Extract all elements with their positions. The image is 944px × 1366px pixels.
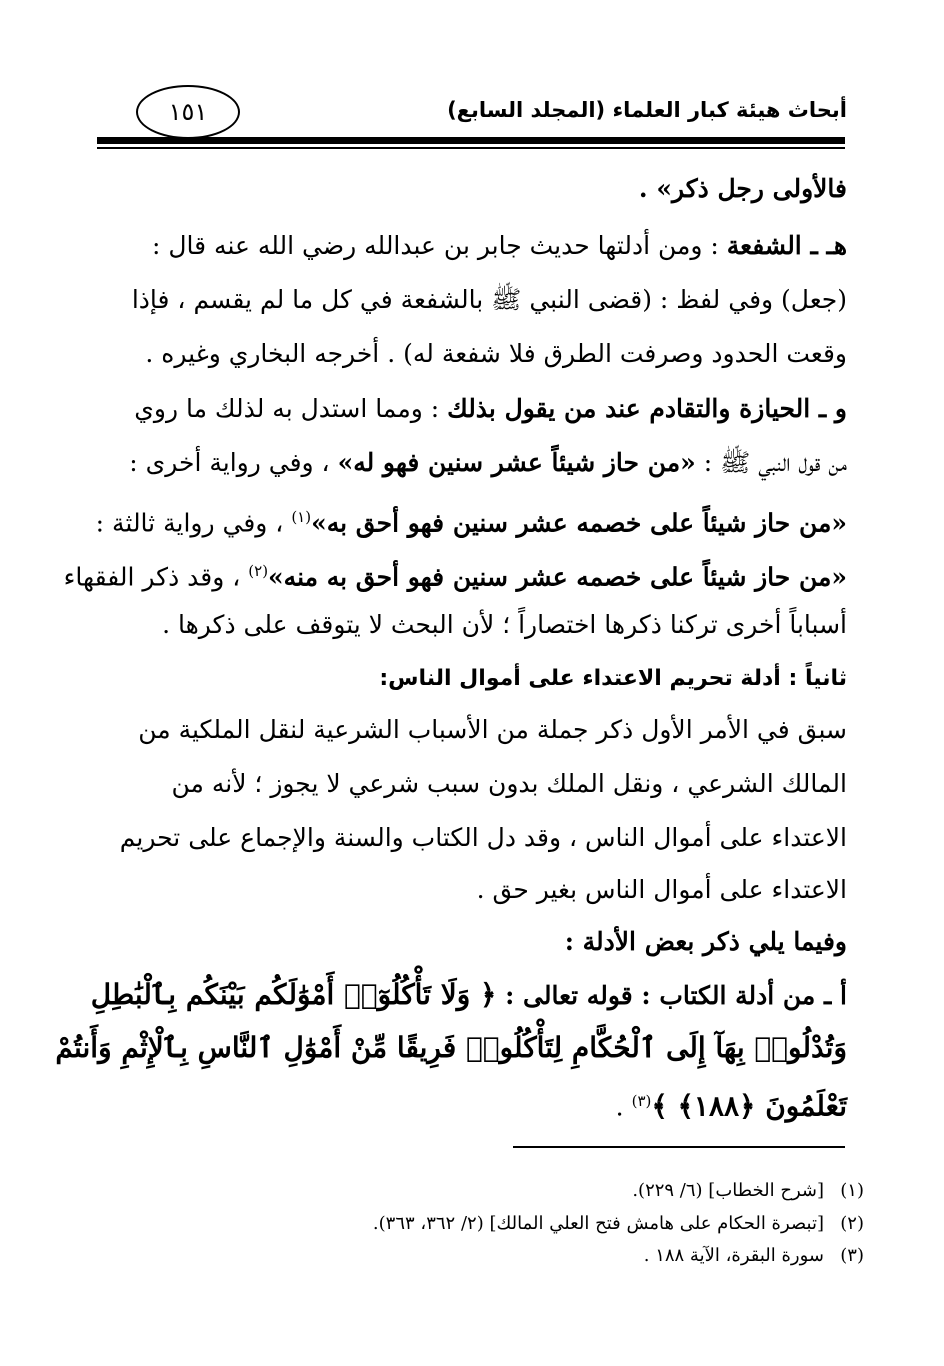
quran-verse-part-2: وَتُدْلُوا۟ بِهَآ إِلَى ٱلْحُكَّامِ لِتَأْكُلُوا۟ فَرِيقًا مِّنْ أَمْوَٰلِ ٱلنَّاسِ بِٱلْإِثْمِ وَأَنتُمْ [55,1031,847,1064]
footnote-ref-2: (٢) [248,562,269,580]
section-heading-2: ثانياً : أدلة تحريم الاعتداء على أموال الناس: [379,666,847,691]
body-line-6-c: ، وفي رواية أخرى : [129,448,338,477]
body-line-8 [63,551,847,597]
body-line-2 [99,226,847,266]
header-rule-thin [97,147,845,149]
body-line-16 [90,975,847,1016]
body-line-5 [99,389,847,429]
footnote-1 [164,1177,864,1205]
footnote-ref-3: (٣) [631,1092,652,1110]
body-line-11: سبق في الأمر الأول ذكر جملة من الأسباب الشرعية لنقل الملكية من [138,715,847,744]
body-line-15: وفيما يلي ذكر بعض الأدلة : [564,927,847,956]
quran-verse-part-1: ﴿ وَلَا تَأْكُلُوٓا۟ أَمْوَٰلَكُم بَيْنَكُم بِٱلْبَٰطِلِ [90,978,497,1011]
body-line-9: أسباباً أخرى تركنا ذكرها اختصاراً ؛ لأن البحث لا يتوقف على ذكرها . [162,610,847,639]
footnote-1-text: [شرح الخطاب] (٦/ ٢٢٩). [632,1180,824,1201]
footnote-2-text: [تبصرة الحكام على هامش فتح العلي المالك] (٢/ ٣٦٢، ٣٦٣). [372,1213,824,1234]
body-line-7-c: ، وفي رواية ثالثة : [95,508,292,538]
footnote-separator [513,1146,845,1148]
body-line-8-c: ، وقد ذكر الفقهاء [63,562,249,592]
page-number-oval [136,85,240,139]
evidence-label-kitab: أ ـ من أدلة الكتاب : قوله تعالى : [496,981,847,1010]
body-line-3: (جعل) وفي لفظ : (قضى النبي ﷺ بالشفعة في كل ما لم يقسم ، فإذا [131,285,847,314]
footnote-2-number: (٢) [840,1213,864,1234]
section-label-hiyaza: و ـ الحيازة والتقادم عند من يقول بذلك [447,394,847,423]
body-line-14: الاعتداء على أموال الناس بغير حق . [476,875,847,904]
body-line-5-text: : ومما استدل به لذلك ما روي [134,394,448,423]
body-line-7 [95,497,847,543]
footnote-1-number: (١) [840,1180,864,1201]
header-rule-thick [97,137,845,144]
body-line-18-end: . [615,1092,632,1122]
footnote-ref-1: (١) [291,508,312,526]
hadith-quote-1: «من حاز شيئاً عشر سنين فهو له» [337,448,696,477]
body-line-6-a: من قول النبي ﷺ : [695,448,847,477]
footnote-3 [164,1242,864,1270]
hadith-quote-3: «من حاز شيئاً على خصمه عشر سنين فهو أحق به منه» [268,562,847,592]
quran-verse-part-3: تَعْلَمُونَ ﴿١٨٨﴾ ﴾ [651,1089,847,1123]
body-line-13: الاعتداء على أموال الناس ، وقد دل الكتاب والسنة والإجماع على تحريم [119,823,847,852]
hadith-quote-2: «من حاز شيئاً على خصمه عشر سنين فهو أحق به» [311,508,847,538]
body-line-18 [99,1081,847,1127]
footnote-3-text: سورة البقرة، الآية ١٨٨ . [643,1245,824,1266]
running-title: أبحاث هيئة كبار العلماء (المجلد السابع) [447,98,847,122]
footnote-2 [164,1210,864,1238]
body-line-4: وقعت الحدود وصرفت الطرق فلا شفعة له) . أخرجه البخاري وغيره . [145,339,847,368]
body-line-12: المالك الشرعي ، ونقل الملك بدون سبب شرعي لا يجوز ؛ لأنه من [171,769,847,798]
body-line-1: فالأولى رجل ذكر» . [638,174,847,203]
body-line-6 [99,443,847,483]
section-label-shufa: هـ ـ الشفعة [726,231,847,260]
footnote-3-number: (٣) [840,1245,864,1266]
body-line-2-text: : ومن أدلتها حديث جابر بن عبدالله رضي الله عنه قال : [152,231,727,260]
page-number: ١٥١ [168,98,208,126]
